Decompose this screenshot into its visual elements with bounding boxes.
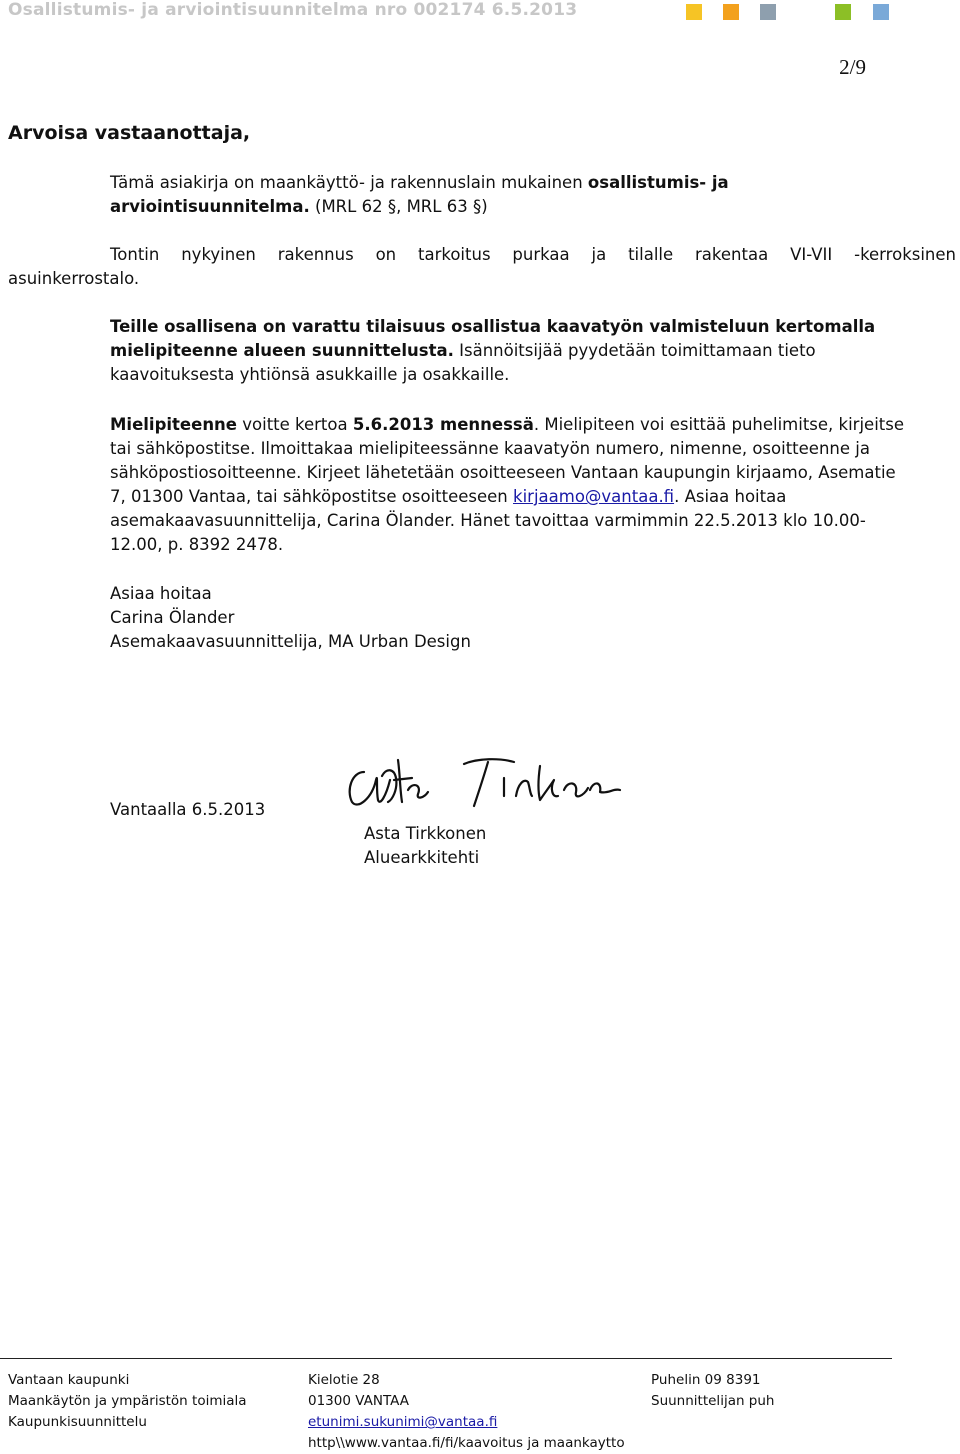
participation-paragraph: [110, 315, 956, 387]
footer-org-1: Vantaan kaupunki: [8, 1372, 130, 1388]
participation-bold-1: Teille osallisena on varattu tilaisuus osallistua kaavatyön valmisteluun kertomalla: [110, 317, 876, 336]
contact-line-3: Asemakaavasuunnittelija, MA Urban Design: [110, 632, 471, 651]
project-line-1: Tontin nykyinen rakennus on tarkoitus purkaa ja tilalle rakentaa VI-VII -kerroksinen: [110, 245, 956, 264]
opinion-text-2: . Mielipiteen voi esittää puhelimitse, kirjeitse: [533, 415, 904, 434]
salutation: Arvoisa vastaanottaja,: [8, 122, 251, 144]
opinion-line-1: [110, 413, 956, 437]
footer-email-row: [308, 1412, 625, 1433]
email-link[interactable]: kirjaamo@vantaa.fi: [513, 487, 675, 506]
intro-reference: (MRL 62 §, MRL 63 §): [309, 197, 488, 216]
footer-street: Kielotie 28: [308, 1372, 380, 1388]
opinion-line-4: [110, 485, 956, 509]
signer-name: Asta Tirkkonen: [364, 824, 487, 843]
page-number: 2/9: [839, 55, 866, 79]
opinion-paragraph: [110, 413, 956, 557]
footer-col-address: [308, 1370, 625, 1454]
deadline-date: 5.6.2013 mennessä: [352, 415, 534, 434]
opinion-line-5: asemakaavasuunnittelija, Carina Ölander. Hänet tavoittaa varmimmin 22.5.2013 klo 10.00-: [110, 511, 866, 530]
intro-line-1: [110, 171, 956, 195]
opinion-line-6: 12.00, p. 8392 2478.: [110, 535, 284, 554]
footer-org-3: Kaupunkisuunnittelu: [8, 1414, 147, 1430]
project-paragraph: [8, 243, 956, 291]
brand-square-green: [835, 4, 851, 20]
footer-org-2: Maankäytön ja ympäristön toimiala: [8, 1393, 247, 1409]
intro-line-2: [110, 195, 956, 219]
participation-bold-2: mielipiteenne alueen suunnittelusta.: [110, 341, 454, 360]
opinion-text-4b: . Asiaa hoitaa: [674, 487, 787, 506]
opinion-bold-1: Mielipiteenne: [110, 415, 237, 434]
footer-planner-phone: Suunnittelijan puh: [651, 1393, 775, 1409]
brand-square-blue: [873, 4, 889, 20]
participation-line-2: [110, 339, 956, 363]
opinion-text-1: voitte kertoa: [237, 415, 353, 434]
footer-col-organization: [8, 1370, 247, 1433]
footer-postcode: 01300 VANTAA: [308, 1393, 409, 1409]
footer-website[interactable]: http\\www.vantaa.fi/fi/kaavoitus ja maankaytto: [308, 1435, 625, 1451]
brand-square-grey: [760, 4, 776, 20]
contact-block: [110, 582, 956, 654]
signer-title: Aluearkkitehti: [364, 848, 480, 867]
brand-square-yellow: [686, 4, 702, 20]
handwritten-signature: [338, 750, 628, 820]
place-date: Vantaalla 6.5.2013: [110, 800, 266, 819]
footer-col-phone: [651, 1370, 775, 1412]
project-line-2: asuinkerrostalo.: [8, 269, 140, 288]
contact-line-1: Asiaa hoitaa: [110, 584, 212, 603]
signer-block: [364, 822, 764, 870]
intro-paragraph: [110, 171, 956, 219]
intro-bold-2: arviointisuunnitelma.: [110, 197, 310, 216]
participation-line-3: kaavoituksesta yhtiönsä asukkaille ja osakkaille.: [110, 365, 510, 384]
footer-phone: Puhelin 09 8391: [651, 1372, 761, 1388]
opinion-text-4a: 7, 01300 Vantaa, tai sähköpostitse osoitteeseen: [110, 487, 514, 506]
intro-text: Tämä asiakirja on maankäyttö- ja rakennuslain mukainen: [110, 173, 588, 192]
opinion-line-2: tai sähköpostitse. Ilmoittakaa mielipiteessänne kaavatyön numero, nimenne, osoitteenne ja: [110, 439, 870, 458]
brand-square-orange: [723, 4, 739, 20]
contact-line-2: Carina Ölander: [110, 608, 235, 627]
participation-tail: Isännöitsijää pyydetään toimittamaan tieto: [453, 341, 816, 360]
footer-email-link[interactable]: etunimi.sukunimi@vantaa.fi: [308, 1414, 498, 1430]
opinion-line-3: sähköpostiosoitteenne. Kirjeet lähetetään osoitteeseen Vantaan kaupungin kirjaamo, Asematie: [110, 463, 896, 482]
document-header-title: Osallistumis- ja arviointisuunnitelma nro 002174 6.5.2013: [8, 0, 578, 20]
brand-squares: [0, 0, 960, 24]
footer-divider: [0, 1358, 892, 1359]
intro-bold-1: osallistumis- ja: [587, 173, 729, 192]
